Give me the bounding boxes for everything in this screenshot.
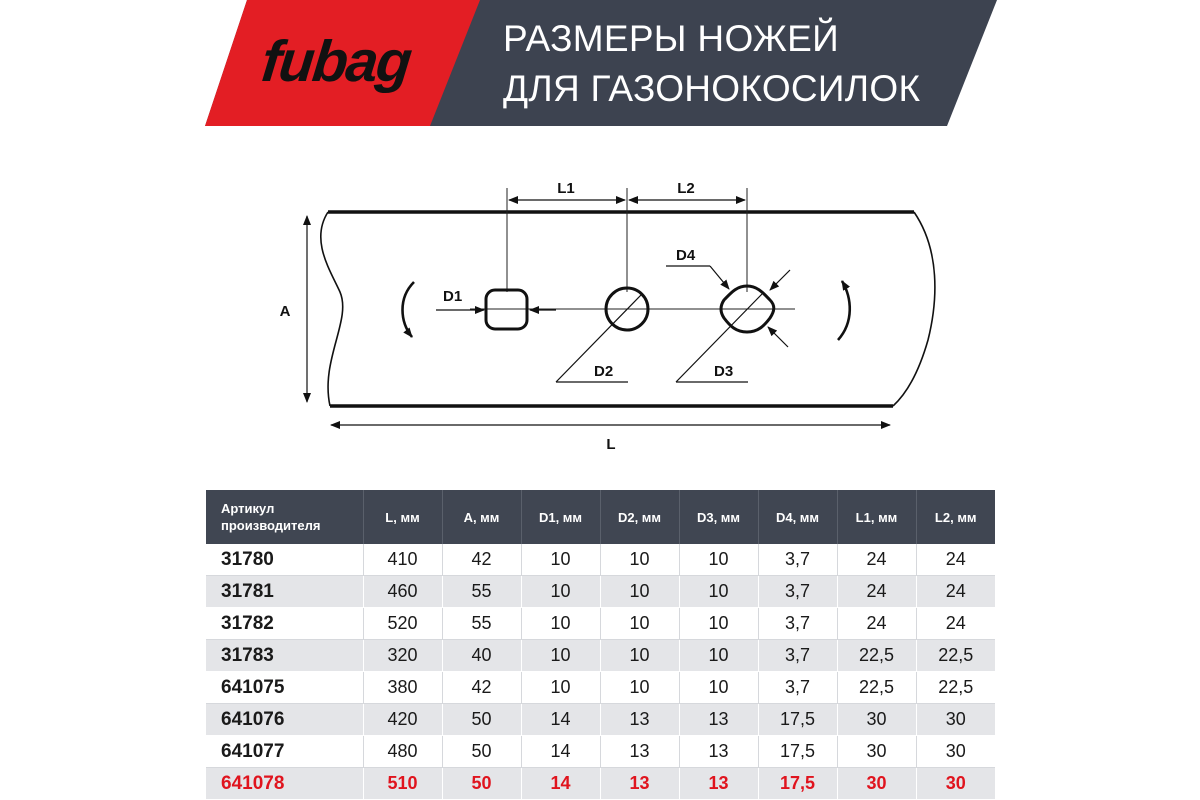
table-cell: 13 [679,704,758,736]
table-cell: 13 [600,768,679,800]
table-row [206,576,995,608]
table-cell: 10 [600,544,679,576]
table-cell: 320 [363,640,442,672]
spec-table [206,490,995,800]
table-cell: 10 [521,640,600,672]
table-cell: 3,7 [758,544,837,576]
table-cell: 10 [600,640,679,672]
table-cell: 460 [363,576,442,608]
header-l1: L1, мм [837,490,916,544]
page-title-line1: РАЗМЕРЫ НОЖЕЙ [503,18,840,59]
table-cell: 10 [679,640,758,672]
table-cell: 10 [679,672,758,704]
table-cell: 24 [837,544,916,576]
header-l: L, мм [363,490,442,544]
page-title-line2: ДЛЯ ГАЗОНОКОСИЛОК [503,68,921,109]
table-cell: 3,7 [758,576,837,608]
rotation-arrow-cw-icon [838,281,850,340]
table-cell: 24 [916,608,995,640]
table-cell: 13 [679,768,758,800]
table-cell: 22,5 [916,640,995,672]
blade-diagram [0,150,1200,470]
table-cell-article: 31783 [206,640,363,672]
table-cell: 30 [916,704,995,736]
table-cell: 14 [521,736,600,768]
label-d2: D2 [594,363,614,380]
header-a: A, мм [442,490,521,544]
table-cell: 10 [521,608,600,640]
table-cell: 10 [521,672,600,704]
table-cell: 3,7 [758,640,837,672]
table-row [206,544,995,576]
table-cell: 13 [600,736,679,768]
label-d3: D3 [714,363,734,380]
table-cell: 24 [837,576,916,608]
table-cell: 10 [600,576,679,608]
table-cell: 30 [837,736,916,768]
d4-arrow-lower [768,327,788,347]
table-cell: 10 [679,544,758,576]
d4-arrow-right [770,270,790,290]
table-header-row [206,490,995,544]
header-d4: D4, мм [758,490,837,544]
table-row [206,608,995,640]
table-cell: 17,5 [758,768,837,800]
table-row [206,768,995,800]
table-cell: 10 [521,576,600,608]
table-cell: 17,5 [758,736,837,768]
table-cell-article: 641077 [206,736,363,768]
table-cell: 13 [679,736,758,768]
table-cell: 10 [679,576,758,608]
header-d1: D1, мм [521,490,600,544]
label-l2: L2 [677,180,695,197]
header-l2: L2, мм [916,490,995,544]
table-cell: 410 [363,544,442,576]
label-l: L [606,436,616,453]
table-cell: 24 [916,576,995,608]
d4-arrow-upper [710,266,729,289]
table-cell: 3,7 [758,672,837,704]
rotation-arrow-ccw-icon [403,282,415,337]
table-cell: 17,5 [758,704,837,736]
table-cell: 520 [363,608,442,640]
table-cell: 10 [679,608,758,640]
table-row [206,704,995,736]
table-cell-article: 641075 [206,672,363,704]
table-cell-article: 31782 [206,608,363,640]
table-cell: 30 [837,704,916,736]
table-cell: 22,5 [916,672,995,704]
page-title [503,14,963,114]
table-cell: 50 [442,704,521,736]
header-d2: D2, мм [600,490,679,544]
table-cell: 3,7 [758,608,837,640]
table-cell: 510 [363,768,442,800]
label-l1: L1 [557,180,575,197]
header-d3: D3, мм [679,490,758,544]
label-d1: D1 [443,288,463,305]
label-d4: D4 [676,247,696,264]
table-cell: 55 [442,576,521,608]
table-cell-article: 641078 [206,768,363,800]
table-cell: 10 [600,672,679,704]
table-row [206,672,995,704]
table-cell: 14 [521,768,600,800]
table-cell: 55 [442,608,521,640]
table-cell: 50 [442,736,521,768]
table-cell: 30 [916,768,995,800]
table-cell: 10 [521,544,600,576]
header-banner [0,0,1200,130]
table-cell: 24 [837,608,916,640]
label-a: A [279,303,291,320]
table-cell: 30 [916,736,995,768]
table-cell: 420 [363,704,442,736]
table-cell-article: 31781 [206,576,363,608]
table-cell: 14 [521,704,600,736]
table-cell: 22,5 [837,640,916,672]
table-cell: 10 [600,608,679,640]
table-cell-article: 641076 [206,704,363,736]
table-row [206,736,995,768]
table-cell: 13 [600,704,679,736]
table-cell: 24 [916,544,995,576]
table-cell: 30 [837,768,916,800]
brand-logo: fubag [258,29,414,94]
table-cell: 50 [442,768,521,800]
table-cell: 480 [363,736,442,768]
table-cell: 380 [363,672,442,704]
blade-drawing [0,150,1200,470]
table-row [206,640,995,672]
table-cell: 22,5 [837,672,916,704]
header-article: Артикул производителя [206,490,363,544]
table-cell: 42 [442,672,521,704]
table-cell-article: 31780 [206,544,363,576]
table-cell: 40 [442,640,521,672]
table-cell: 42 [442,544,521,576]
